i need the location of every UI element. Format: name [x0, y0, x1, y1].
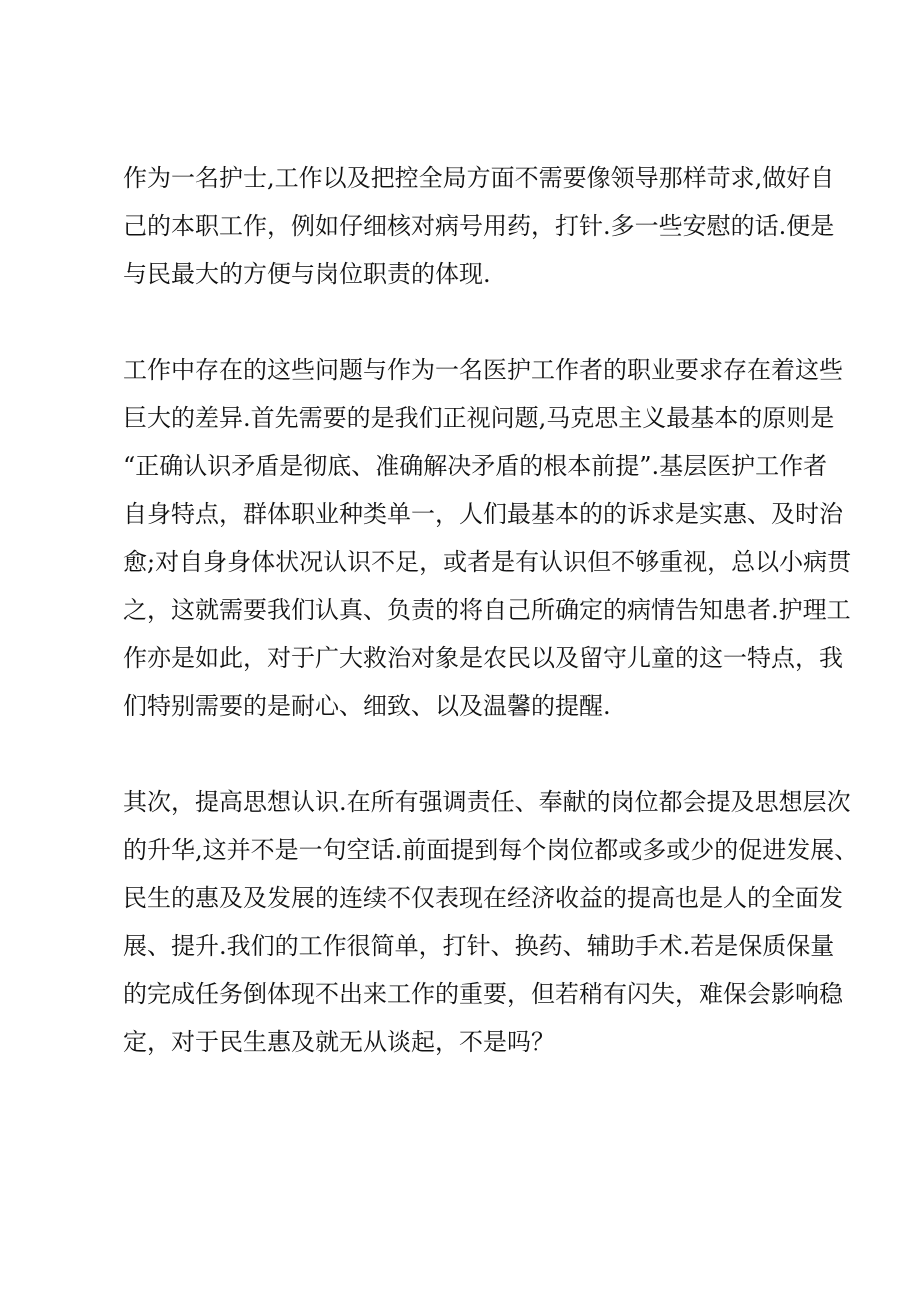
text-line: 展、提升.我们的工作很简单，打针、换药、辅助手术.若是保质保量 — [123, 932, 835, 960]
text-line: 己的本职工作，例如仔细核对病号用药，打针.多一些安慰的话.便是 — [123, 212, 835, 240]
text-line: 作亦是如此，对于广大救治对象是农民以及留守儿童的这一特点，我 — [123, 644, 843, 672]
text-line: 定，对于民生惠及就无从谈起，不是吗？ — [123, 1028, 555, 1056]
text-line: 工作中存在的这些问题与作为一名医护工作者的职业要求存在着这些 — [123, 356, 843, 384]
paragraph-2 — [123, 346, 852, 730]
text-line: 愈;对自身身体状况认识不足，或者是有认识但不够重视，总以小病贯 — [123, 548, 852, 576]
paragraph-3 — [123, 778, 859, 1066]
text-line: 作为一名护士,工作以及把控全局方面不需要像领导那样苛求,做好自 — [123, 164, 835, 192]
paragraph-spacer — [123, 298, 818, 346]
text-line: 巨大的差异.首先需要的是我们正视问题,马克思主义最基本的原则是 — [123, 404, 835, 432]
text-line: 之，这就需要我们认真、负责的将自己所确定的病情告知患者.护理工 — [123, 596, 851, 624]
text-line: 的完成任务倒体现不出来工作的重要，但若稍有闪失，难保会影响稳 — [123, 980, 843, 1008]
text-line: 自身特点，群体职业种类单一，人们最基本的的诉求是实惠、及时治 — [123, 500, 843, 528]
text-line: 与民最大的方便与岗位职责的体现. — [123, 260, 491, 288]
document-body — [123, 154, 859, 1066]
text-line: 民生的惠及及发展的连续不仅表现在经济收益的提高也是人的全面发 — [123, 884, 843, 912]
paragraph-spacer — [123, 730, 818, 778]
text-line: 其次，提高思想认识.在所有强调责任、奉献的岗位都会提及思想层次 — [123, 788, 851, 816]
paragraph-1 — [123, 154, 835, 298]
text-line: 的升华,这并不是一句空话.前面提到每个岗位都或多或少的促进发展、 — [123, 836, 859, 864]
text-line: 们特别需要的是耐心、细致、以及温馨的提醒. — [123, 692, 611, 720]
text-line: “正确认识矛盾是彻底、准确解决矛盾的根本前提”.基层医护工作者 — [123, 452, 828, 480]
